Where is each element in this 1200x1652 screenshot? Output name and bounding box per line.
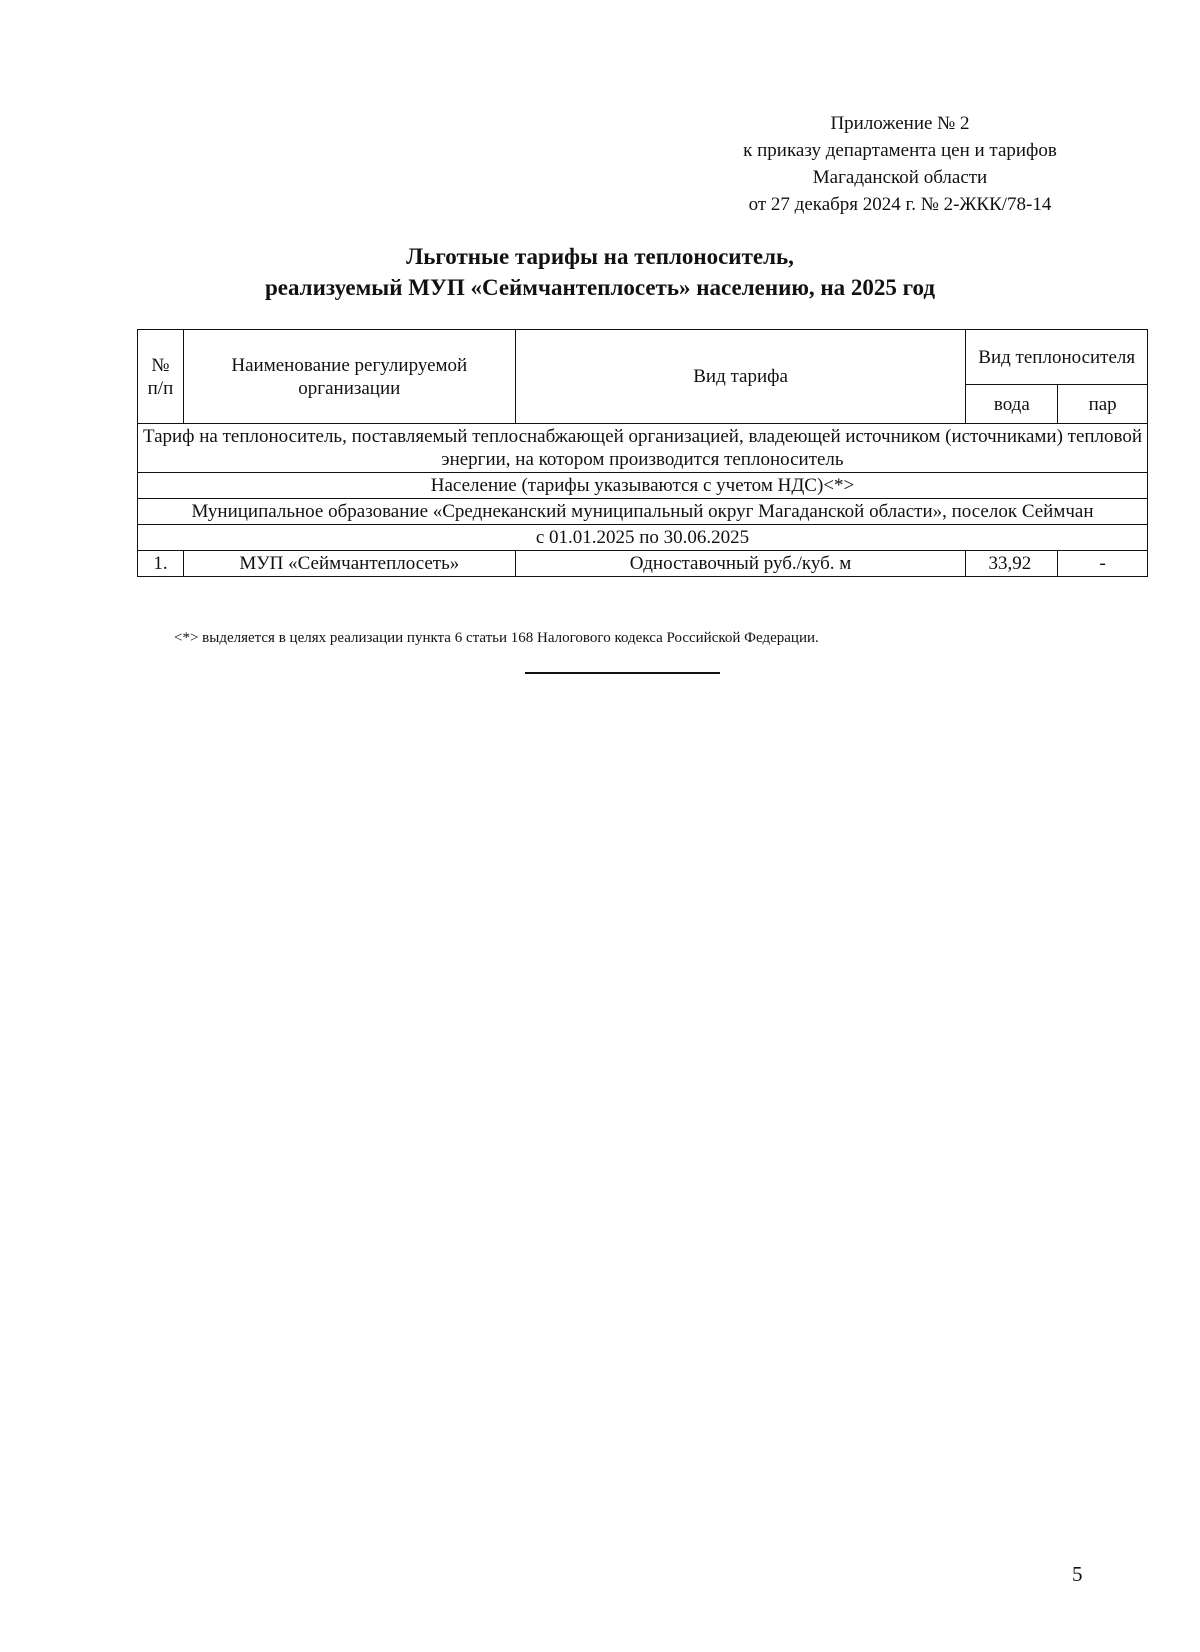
- footnote: <*> выделяется в целях реализации пункта 6 статьи 168 Налогового кодекса Российской Федерации.: [174, 630, 819, 646]
- appendix-line-1: Приложение № 2: [830, 113, 970, 134]
- title-line-1: Льготные тарифы на теплоноситель,: [406, 244, 794, 269]
- tariff-table: [137, 329, 1148, 577]
- end-divider: [525, 672, 720, 674]
- table-header-row: [138, 330, 1148, 385]
- header-org: Наименование регулируемой организации: [183, 330, 515, 424]
- row-num: 1.: [138, 551, 184, 577]
- header-num: № п/п: [138, 330, 184, 424]
- appendix-header: [690, 110, 1110, 218]
- title-line-2: реализуемый МУП «Сеймчантеплосеть» населению, на 2025 год: [264, 275, 936, 300]
- header-water: вода: [966, 385, 1058, 424]
- section-row: [138, 473, 1148, 499]
- row-steam-value: -: [1058, 551, 1148, 577]
- section-population: Население (тарифы указываются с учетом НДС)<*>: [138, 473, 1148, 499]
- section-period: с 01.01.2025 по 30.06.2025: [138, 525, 1148, 551]
- appendix-line-2: к приказу департамента цен и тарифов: [743, 140, 1057, 161]
- section-row: [138, 424, 1148, 473]
- row-water-value: 33,92: [966, 551, 1058, 577]
- document-title: [130, 241, 1070, 303]
- section-row: [138, 499, 1148, 525]
- section-municipality: Муниципальное образование «Среднеканский муниципальный округ Магаданской области», поселок Сеймчан: [138, 499, 1148, 525]
- row-tariff-type: Одноставочный руб./куб. м: [515, 551, 966, 577]
- page-number: 5: [1072, 1562, 1083, 1586]
- table-row: [138, 551, 1148, 577]
- section-tariff-desc: Тариф на теплоноситель, поставляемый теплоснабжающей организацией, владеющей источником (источниками) тепловой энергии, на котором производится теплоноситель: [138, 424, 1148, 473]
- row-org: МУП «Сеймчантеплосеть»: [183, 551, 515, 577]
- header-steam: пар: [1058, 385, 1148, 424]
- header-tariff-type: Вид тарифа: [515, 330, 966, 424]
- appendix-line-3: Магаданской области: [812, 167, 988, 188]
- section-row: [138, 525, 1148, 551]
- header-carrier: Вид теплоносителя: [966, 330, 1148, 385]
- appendix-line-4: от 27 декабря 2024 г. № 2-ЖКК/78-14: [748, 194, 1052, 215]
